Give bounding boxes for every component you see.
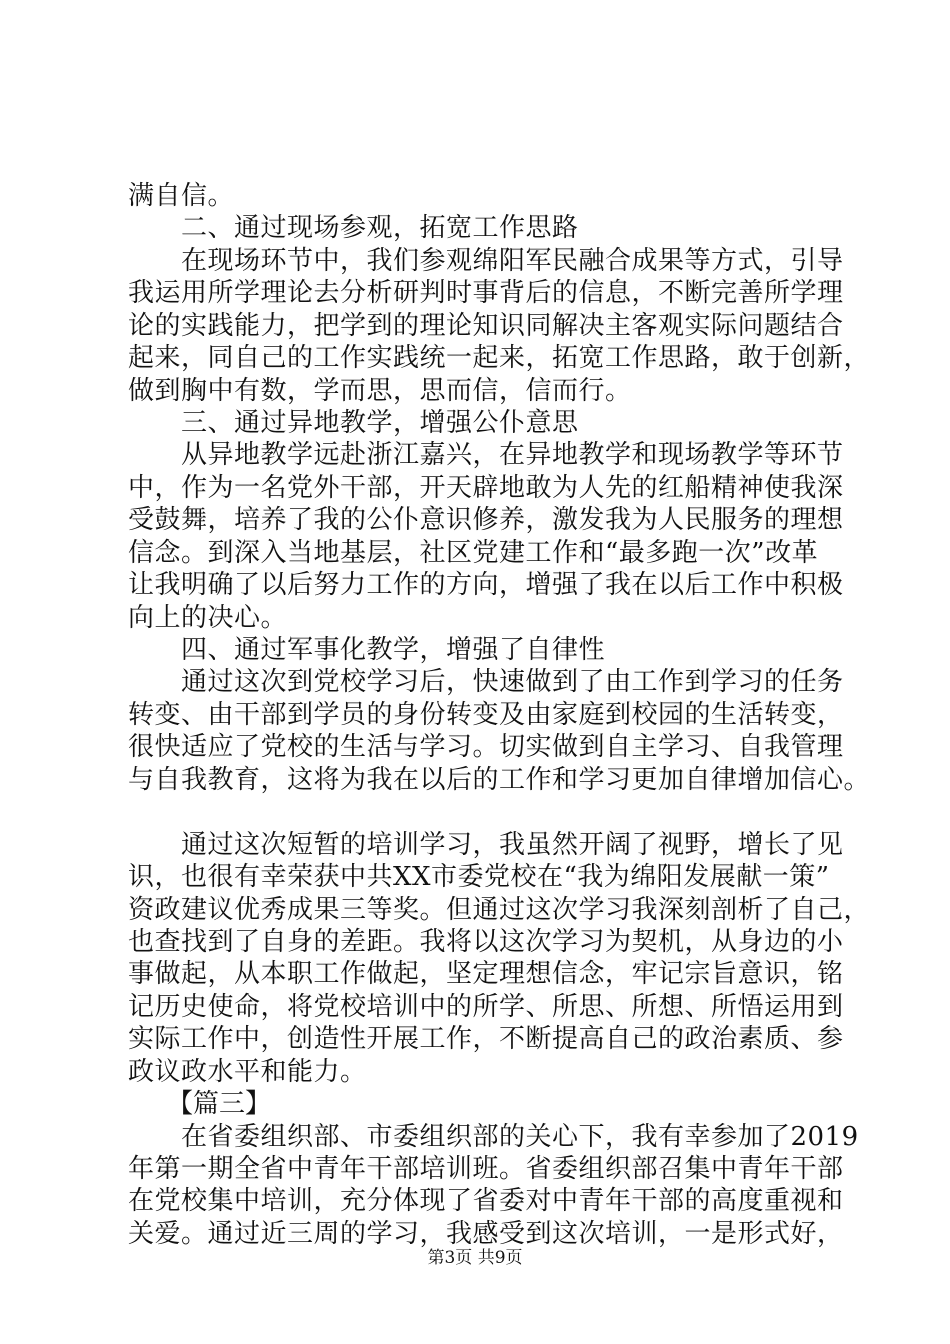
text-line: 也查找到了自身的差距。我将以这次学习为契机，从身边的小	[128, 927, 844, 957]
text-line: 我运用所学理论去分析研判时事背后的信息，不断完善所学理	[128, 278, 844, 308]
text-line: 通过这次到党校学习后，快速做到了由工作到学习的任务	[128, 667, 844, 697]
text-line: 通过这次短暂的培训学习，我虽然开阔了视野，增长了见	[128, 830, 844, 860]
text-line: 政议政水平和能力。	[128, 1057, 367, 1087]
text-line: 在省委组织部、市委组织部的关心下，我有幸参加了2019	[128, 1122, 859, 1152]
text-line: 受鼓舞，培养了我的公仆意识修养，激发我为人民服务的理想	[128, 505, 844, 535]
text-line: 资政建议优秀成果三等奖。但通过这次学习我深刻剖析了自己，	[128, 895, 871, 925]
part-heading: 【篇三】	[128, 1089, 272, 1119]
text-line: 关爱。通过近三周的学习，我感受到这次培训，一是形式好，	[128, 1219, 844, 1249]
text-line: 在党校集中培训，充分体现了省委对中青年干部的高度重视和	[128, 1186, 844, 1216]
text-line: 记历史使命，将党校培训中的所学、所思、所想、所悟运用到	[128, 992, 844, 1022]
section-heading: 二、通过现场参观，拓宽工作思路	[128, 213, 579, 243]
text-line: 与自我教育，这将为我在以后的工作和学习更加自律增加信心。	[128, 765, 871, 795]
text-line: 实际工作中，创造性开展工作，不断提高自己的政治素质、参	[128, 1024, 844, 1054]
section-heading: 四、通过军事化教学，增强了自律性	[128, 635, 606, 665]
text-line: 向上的决心。	[128, 603, 288, 633]
page-number-footer: 第3页 共9页	[427, 1248, 523, 1268]
text-line: 识，也很有幸荣获中共XX市委党校在“我为绵阳发展献一策”	[128, 862, 830, 892]
text-line: 从异地教学远赴浙江嘉兴，在异地教学和现场教学等环节	[128, 440, 844, 470]
text-line: 论的实践能力，把学到的理论知识同解决主客观实际问题结合	[128, 311, 844, 341]
text-line: 在现场环节中，我们参观绵阳军民融合成果等方式，引导	[128, 246, 844, 276]
section-heading: 三、通过异地教学，增强公仆意思	[128, 408, 579, 438]
text-line: 中，作为一名党外干部，开天辟地敢为人先的红船精神使我深	[128, 473, 844, 503]
text-line: 满自信。	[128, 181, 235, 211]
text-line: 做到胸中有数，学而思，思而信，信而行。	[128, 376, 632, 406]
text-line: 很快适应了党校的生活与学习。切实做到自主学习、自我管理	[128, 732, 844, 762]
text-line: 起来，同自己的工作实践统一起来，拓宽工作思路，敢于创新，	[128, 343, 871, 373]
text-line: 转变、由干部到学员的身份转变及由家庭到校园的生活转变，	[128, 700, 844, 730]
text-line: 事做起，从本职工作做起，坚定理想信念，牢记宗旨意识，铭	[128, 959, 844, 989]
text-line: 信念。到深入当地基层，社区党建工作和“最多跑一次”改革	[128, 538, 819, 568]
text-line: 年第一期全省中青年干部培训班。省委组织部召集中青年干部	[128, 1154, 844, 1184]
text-line: 让我明确了以后努力工作的方向，增强了我在以后工作中积极	[128, 570, 844, 600]
